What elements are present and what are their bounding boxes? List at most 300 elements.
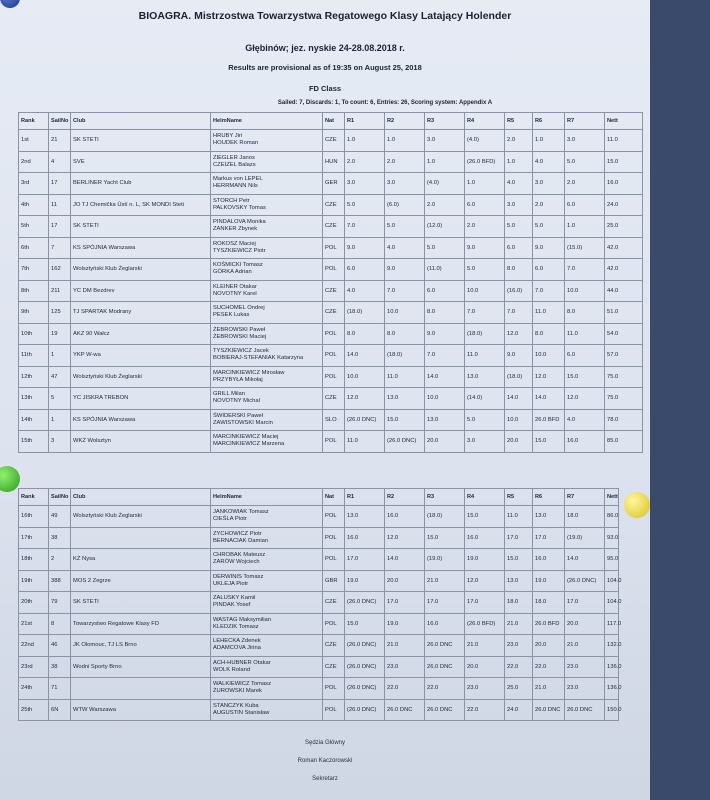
nat-cell: CZE xyxy=(323,216,345,238)
rank-cell: 11th xyxy=(19,345,49,367)
sail-cell: 17 xyxy=(49,173,71,195)
r6-cell: 7.0 xyxy=(533,280,565,302)
column-header: Club xyxy=(71,113,211,130)
r5-cell: 2.0 xyxy=(505,130,533,152)
result-row xyxy=(19,549,619,571)
r1-cell: (26.0 DNC) xyxy=(345,592,385,614)
rank-cell: 10th xyxy=(19,323,49,345)
r4-cell: 21.0 xyxy=(465,635,505,657)
nat-cell: GER xyxy=(323,173,345,195)
rank-cell: 18th xyxy=(19,549,49,571)
r4-cell: 9.0 xyxy=(465,237,505,259)
r4-cell: 5.0 xyxy=(465,409,505,431)
r5-cell: 1.0 xyxy=(505,151,533,173)
nat-cell: CZE xyxy=(323,635,345,657)
result-row xyxy=(19,678,619,700)
rank-cell: 17th xyxy=(19,527,49,549)
sail-cell: 21 xyxy=(49,130,71,152)
r7-cell: (26.0 DNC) xyxy=(565,570,605,592)
regatta-title: BIOAGRA. Mistrzostwa Towarzystwa Regatowego Klasy Latający Holender xyxy=(138,10,512,22)
r2-cell: 7.0 xyxy=(385,280,425,302)
result-row xyxy=(19,323,643,345)
r3-cell: 3.0 xyxy=(425,130,465,152)
r5-cell: 9.0 xyxy=(505,345,533,367)
r3-cell: (12.0) xyxy=(425,216,465,238)
r7-cell: 23.0 xyxy=(565,678,605,700)
helm-crew-cell xyxy=(211,151,323,173)
sail-cell: 49 xyxy=(49,506,71,528)
r6-cell: 11.0 xyxy=(533,302,565,324)
r7-cell: 16.0 xyxy=(565,431,605,453)
helm-crew-cell xyxy=(211,431,323,453)
r7-cell: 3.0 xyxy=(565,130,605,152)
result-row xyxy=(19,345,643,367)
r4-cell: (18.0) xyxy=(465,323,505,345)
r2-cell: 22.0 xyxy=(385,678,425,700)
club-cell: Towarzystwo Regatowe Klasy FD xyxy=(71,613,211,635)
r6-cell: 12.0 xyxy=(533,366,565,388)
nat-cell: CZE xyxy=(323,592,345,614)
result-row xyxy=(19,194,643,216)
r3-cell: 8.0 xyxy=(425,302,465,324)
r4-cell: 10.0 xyxy=(465,280,505,302)
column-header: R3 xyxy=(425,489,465,506)
nett-cell: 42.0 xyxy=(605,237,643,259)
r3-cell: 20.0 xyxy=(425,431,465,453)
club-cell: YKP W-wa xyxy=(71,345,211,367)
r3-cell: 5.0 xyxy=(425,237,465,259)
crew-name: HOUDEK Roman xyxy=(213,140,259,147)
r1-cell: 3.0 xyxy=(345,173,385,195)
crew-name: CIEŚLA Piotr xyxy=(213,516,247,523)
r6-cell: 26.0 BFD xyxy=(533,409,565,431)
r2-cell: 10.0 xyxy=(385,302,425,324)
class-name: FD Class xyxy=(308,84,342,93)
r3-cell: 17.0 xyxy=(425,592,465,614)
helm-name: ZYCHOWICZ Piotr xyxy=(213,530,262,537)
column-header: SailNo xyxy=(49,489,71,506)
club-cell: JK Olomouc, TJ LS Brno xyxy=(71,635,211,657)
column-header: R3 xyxy=(425,113,465,130)
r6-cell: 17.0 xyxy=(533,527,565,549)
r2-cell: 1.0 xyxy=(385,130,425,152)
helm-name: STANCZYK Kuba xyxy=(213,702,259,709)
r1-cell: 12.0 xyxy=(345,388,385,410)
r4-cell: 12.0 xyxy=(465,570,505,592)
r6-cell: 9.0 xyxy=(533,237,565,259)
crew-name: KLEDZIK Tomasz xyxy=(213,623,259,630)
helm-name: GRILL Milan xyxy=(213,391,246,398)
r5-cell: 6.0 xyxy=(505,237,533,259)
nett-cell: 104.0 xyxy=(605,592,619,614)
helm-name: PINDALOVA Monika xyxy=(213,219,266,226)
column-header: R2 xyxy=(385,489,425,506)
rank-cell: 1st xyxy=(19,130,49,152)
r6-cell: 19.0 xyxy=(533,570,565,592)
r7-cell: 4.0 xyxy=(565,409,605,431)
r7-cell: 10.0 xyxy=(565,280,605,302)
r3-cell: 26.0 DNC xyxy=(425,656,465,678)
result-row xyxy=(19,216,643,238)
r5-cell: 8.0 xyxy=(505,259,533,281)
r5-cell: 15.0 xyxy=(505,549,533,571)
r6-cell: 4.0 xyxy=(533,151,565,173)
helm-crew-cell xyxy=(211,216,323,238)
r4-cell: 6.0 xyxy=(465,194,505,216)
column-header: Rank xyxy=(19,489,49,506)
nett-cell: 16.0 xyxy=(605,173,643,195)
nat-cell: CZE xyxy=(323,130,345,152)
r7-cell: 6.0 xyxy=(565,345,605,367)
helm-name: TYSZKIEWICZ Jacek xyxy=(213,348,269,355)
r7-cell: 18.0 xyxy=(565,506,605,528)
sail-cell: 17 xyxy=(49,216,71,238)
crew-name: HERRMANN Nils xyxy=(213,183,258,190)
club-cell: Wolsztyński Klub Żeglarski xyxy=(71,506,211,528)
nett-cell: 57.0 xyxy=(605,345,643,367)
result-row xyxy=(19,173,643,195)
r6-cell: 16.0 xyxy=(533,549,565,571)
nat-cell: POL xyxy=(323,323,345,345)
crew-name: TYSZKIEWICZ Piotr xyxy=(213,247,266,254)
chief-judge-label: Sędzia Główny xyxy=(304,740,346,746)
helm-name: MARCINKIEWICZ Maciej xyxy=(213,434,279,441)
r6-cell: 13.0 xyxy=(533,506,565,528)
helm-name: CHROBAK Mateusz xyxy=(213,552,266,559)
secretary-label: Sekretarz xyxy=(312,776,338,782)
r6-cell: 22.0 xyxy=(533,656,565,678)
rank-cell: 2nd xyxy=(19,151,49,173)
green-pushpin-icon xyxy=(0,466,20,492)
nett-cell: 24.0 xyxy=(605,194,643,216)
club-cell: SK STETI xyxy=(71,216,211,238)
r4-cell: 15.0 xyxy=(465,506,505,528)
sail-cell: 211 xyxy=(49,280,71,302)
nat-cell: POL xyxy=(323,613,345,635)
r7-cell: 26.0 DNC xyxy=(565,699,605,721)
nett-cell: 136.0 xyxy=(605,656,619,678)
helm-name: WALKIEWICZ Tomasz xyxy=(213,681,271,688)
r2-cell: 3.0 xyxy=(385,173,425,195)
club-cell: Wolsztyński Klub Żeglarski xyxy=(71,366,211,388)
helm-name: SUCHOMEL Ondrej xyxy=(213,305,265,312)
nat-cell: POL xyxy=(323,366,345,388)
column-header: R2 xyxy=(385,113,425,130)
club-cell: KS SPÓJNIA Warszawa xyxy=(71,409,211,431)
r5-cell: 12.0 xyxy=(505,323,533,345)
crew-name: ZANKER Zbynek xyxy=(213,226,258,233)
column-header: R5 xyxy=(505,113,533,130)
result-row xyxy=(19,570,619,592)
result-row xyxy=(19,302,643,324)
club-cell: MOS 2 Zegrze xyxy=(71,570,211,592)
r7-cell: 2.0 xyxy=(565,173,605,195)
r1-cell: 11.0 xyxy=(345,431,385,453)
club-cell: YC DM Bezdrev xyxy=(71,280,211,302)
helm-crew-cell xyxy=(211,635,323,657)
r4-cell: 20.0 xyxy=(465,656,505,678)
r1-cell: 5.0 xyxy=(345,194,385,216)
nat-cell: SLO xyxy=(323,409,345,431)
r6-cell: 14.0 xyxy=(533,388,565,410)
helm-name: MARCINKIEWICZ Mirosław xyxy=(213,369,285,376)
crew-name: ADAMCOVA Jirina xyxy=(213,645,261,652)
sail-cell: 3 xyxy=(49,431,71,453)
nett-cell: 104.0 xyxy=(605,570,619,592)
crew-name: ŻEBROWSKI Maciej xyxy=(213,333,267,340)
rank-cell: 12th xyxy=(19,366,49,388)
results-table-top xyxy=(18,112,643,453)
sail-cell: 6N xyxy=(49,699,71,721)
r4-cell: 2.0 xyxy=(465,216,505,238)
r3-cell: 26.0 DNC xyxy=(425,699,465,721)
crew-name: PALKOVSKY Tomas xyxy=(213,204,266,211)
nat-cell: POL xyxy=(323,237,345,259)
r7-cell: 17.0 xyxy=(565,592,605,614)
helm-crew-cell xyxy=(211,302,323,324)
r5-cell: 24.0 xyxy=(505,699,533,721)
r2-cell: 12.0 xyxy=(385,527,425,549)
r2-cell: 21.0 xyxy=(385,635,425,657)
column-header: R4 xyxy=(465,489,505,506)
helm-crew-cell xyxy=(211,173,323,195)
sail-cell: 1 xyxy=(49,345,71,367)
r5-cell: 5.0 xyxy=(505,216,533,238)
crew-name: UKLEJA Piotr xyxy=(213,580,249,587)
r1-cell: 2.0 xyxy=(345,151,385,173)
nett-cell: 93.0 xyxy=(605,527,619,549)
r1-cell: 6.0 xyxy=(345,259,385,281)
r3-cell: 14.0 xyxy=(425,366,465,388)
nett-cell: 75.0 xyxy=(605,388,643,410)
sail-cell: 46 xyxy=(49,635,71,657)
nett-cell: 132.0 xyxy=(605,635,619,657)
result-row xyxy=(19,280,643,302)
column-header: R1 xyxy=(345,489,385,506)
nett-cell: 51.0 xyxy=(605,302,643,324)
sail-cell: 125 xyxy=(49,302,71,324)
nat-cell: HUN xyxy=(323,151,345,173)
column-header: R5 xyxy=(505,489,533,506)
column-header: R6 xyxy=(533,489,565,506)
helm-crew-cell xyxy=(211,323,323,345)
crew-name: BERNACIAK Damian xyxy=(213,537,269,544)
rank-cell: 22nd xyxy=(19,635,49,657)
rank-cell: 25th xyxy=(19,699,49,721)
r2-cell: 13.0 xyxy=(385,388,425,410)
nat-cell: POL xyxy=(323,345,345,367)
nat-cell: CZE xyxy=(323,656,345,678)
helm-crew-cell xyxy=(211,194,323,216)
helm-name: STORCH Petr xyxy=(213,197,250,204)
r4-cell: 19.0 xyxy=(465,549,505,571)
nett-cell: 54.0 xyxy=(605,323,643,345)
nett-cell: 117.0 xyxy=(605,613,619,635)
crew-name: ZAWISTOWSKI Marcin xyxy=(213,419,273,426)
r4-cell: (14.0) xyxy=(465,388,505,410)
nett-cell: 75.0 xyxy=(605,366,643,388)
column-header: Nat xyxy=(323,113,345,130)
r7-cell: 20.0 xyxy=(565,613,605,635)
r5-cell: 13.0 xyxy=(505,570,533,592)
r6-cell: 15.0 xyxy=(533,431,565,453)
r1-cell: (18.0) xyxy=(345,302,385,324)
rank-cell: 19th xyxy=(19,570,49,592)
helm-name: JANKOWIAK Tomasz xyxy=(213,509,269,516)
r4-cell: 13.0 xyxy=(465,366,505,388)
rank-cell: 15th xyxy=(19,431,49,453)
column-header: Nett xyxy=(605,113,643,130)
result-row xyxy=(19,635,619,657)
r7-cell: 23.0 xyxy=(565,656,605,678)
r4-cell: 16.0 xyxy=(465,527,505,549)
crew-name: ZARÓW Wojciech xyxy=(213,559,260,566)
r6-cell: 10.0 xyxy=(533,345,565,367)
nett-cell: 86.0 xyxy=(605,506,619,528)
rank-cell: 4th xyxy=(19,194,49,216)
r5-cell: 14.0 xyxy=(505,388,533,410)
r5-cell: 7.0 xyxy=(505,302,533,324)
rank-cell: 3rd xyxy=(19,173,49,195)
r1-cell: 17.0 xyxy=(345,549,385,571)
r7-cell: 21.0 xyxy=(565,635,605,657)
r2-cell: (6.0) xyxy=(385,194,425,216)
r6-cell: 3.0 xyxy=(533,173,565,195)
club-cell: TJ SPARTAK Modrany xyxy=(71,302,211,324)
helm-name: Markus von LEPEL xyxy=(213,176,263,183)
rank-cell: 7th xyxy=(19,259,49,281)
provisional-notice: Results are provisional as of 19:35 on August 25, 2018 xyxy=(228,63,422,72)
r3-cell: 2.0 xyxy=(425,194,465,216)
sail-cell: 38 xyxy=(49,656,71,678)
r2-cell: 9.0 xyxy=(385,259,425,281)
rank-cell: 8th xyxy=(19,280,49,302)
rank-cell: 24th xyxy=(19,678,49,700)
helm-crew-cell xyxy=(211,570,323,592)
r2-cell: 26.0 DNC xyxy=(385,699,425,721)
r5-cell: 3.0 xyxy=(505,194,533,216)
club-cell: KŻ Nysa xyxy=(71,549,211,571)
rank-cell: 20th xyxy=(19,592,49,614)
sail-cell: 1 xyxy=(49,409,71,431)
r5-cell: 20.0 xyxy=(505,431,533,453)
club-cell: SK STETI xyxy=(71,592,211,614)
r4-cell: (26.0 BFD) xyxy=(465,151,505,173)
result-row xyxy=(19,431,643,453)
column-header: HelmName xyxy=(211,113,323,130)
crew-name: PESEK Lukas xyxy=(213,312,250,319)
series-info: Sailed: 7, Discards: 1, To count: 6, Entries: 26, Scoring system: Appendix A xyxy=(277,100,493,106)
r1-cell: (26.0 DNC) xyxy=(345,699,385,721)
r3-cell: 6.0 xyxy=(425,280,465,302)
helm-crew-cell xyxy=(211,280,323,302)
nett-cell: 25.0 xyxy=(605,216,643,238)
nat-cell: CZE xyxy=(323,194,345,216)
rank-cell: 21st xyxy=(19,613,49,635)
column-header: R1 xyxy=(345,113,385,130)
helm-crew-cell xyxy=(211,259,323,281)
helm-name: WASTAG Maksymilian xyxy=(213,616,271,623)
nett-cell: 15.0 xyxy=(605,151,643,173)
r5-cell: 21.0 xyxy=(505,613,533,635)
helm-name: ZIEGLER Janos xyxy=(213,154,255,161)
r7-cell: 15.0 xyxy=(565,366,605,388)
r7-cell: 14.0 xyxy=(565,549,605,571)
result-row xyxy=(19,259,643,281)
helm-crew-cell xyxy=(211,592,323,614)
crew-name: MARCINKIEWICZ Marzena xyxy=(213,441,285,448)
r6-cell: 20.0 xyxy=(533,635,565,657)
nett-cell: 136.0 xyxy=(605,678,619,700)
helm-name: LEHECKA Zdenek xyxy=(213,638,261,645)
nett-cell: 78.0 xyxy=(605,409,643,431)
r2-cell: 5.0 xyxy=(385,216,425,238)
nett-cell: 150.0 xyxy=(605,699,619,721)
r6-cell: 5.0 xyxy=(533,216,565,238)
r7-cell: 6.0 xyxy=(565,194,605,216)
r5-cell: 23.0 xyxy=(505,635,533,657)
r3-cell: 16.0 xyxy=(425,613,465,635)
result-row xyxy=(19,613,619,635)
rank-cell: 14th xyxy=(19,409,49,431)
r6-cell: 8.0 xyxy=(533,323,565,345)
club-cell xyxy=(71,527,211,549)
r6-cell: 18.0 xyxy=(533,592,565,614)
helm-crew-cell xyxy=(211,388,323,410)
column-header: Club xyxy=(71,489,211,506)
result-row xyxy=(19,656,619,678)
club-cell: SK STETI xyxy=(71,130,211,152)
r1-cell: 7.0 xyxy=(345,216,385,238)
helm-name: KLEINER Otakar xyxy=(213,283,257,290)
r4-cell: 7.0 xyxy=(465,302,505,324)
r3-cell: 22.0 xyxy=(425,678,465,700)
nat-cell: POL xyxy=(323,506,345,528)
r5-cell: 25.0 xyxy=(505,678,533,700)
helm-name: DERWINIS Tomasz xyxy=(213,573,264,580)
helm-name: ROKOSZ Maciej xyxy=(213,240,256,247)
crew-name: NOVOTNY Michal xyxy=(213,398,260,405)
r2-cell: 20.0 xyxy=(385,570,425,592)
nat-cell: POL xyxy=(323,527,345,549)
r2-cell: 2.0 xyxy=(385,151,425,173)
result-row xyxy=(19,699,619,721)
r1-cell: (26.0 DNC) xyxy=(345,656,385,678)
column-header: R7 xyxy=(565,489,605,506)
club-cell: KS SPÓJNIA Warszawa xyxy=(71,237,211,259)
helm-crew-cell xyxy=(211,527,323,549)
r7-cell: 1.0 xyxy=(565,216,605,238)
helm-crew-cell xyxy=(211,506,323,528)
r6-cell: 2.0 xyxy=(533,194,565,216)
r5-cell: 22.0 xyxy=(505,656,533,678)
r1-cell: 15.0 xyxy=(345,613,385,635)
club-cell xyxy=(71,678,211,700)
r7-cell: 7.0 xyxy=(565,259,605,281)
r1-cell: 19.0 xyxy=(345,570,385,592)
column-header: R7 xyxy=(565,113,605,130)
helm-name: ACH-HUBNER Otakar xyxy=(213,659,271,666)
r5-cell: 18.0 xyxy=(505,592,533,614)
r2-cell: 19.0 xyxy=(385,613,425,635)
sail-cell: 19 xyxy=(49,323,71,345)
rank-cell: 23rd xyxy=(19,656,49,678)
r7-cell: (15.0) xyxy=(565,237,605,259)
r3-cell: 21.0 xyxy=(425,570,465,592)
crew-name: PRZYBYŁA Mikołaj xyxy=(213,376,263,383)
r5-cell: (18.0) xyxy=(505,366,533,388)
result-row xyxy=(19,506,619,528)
